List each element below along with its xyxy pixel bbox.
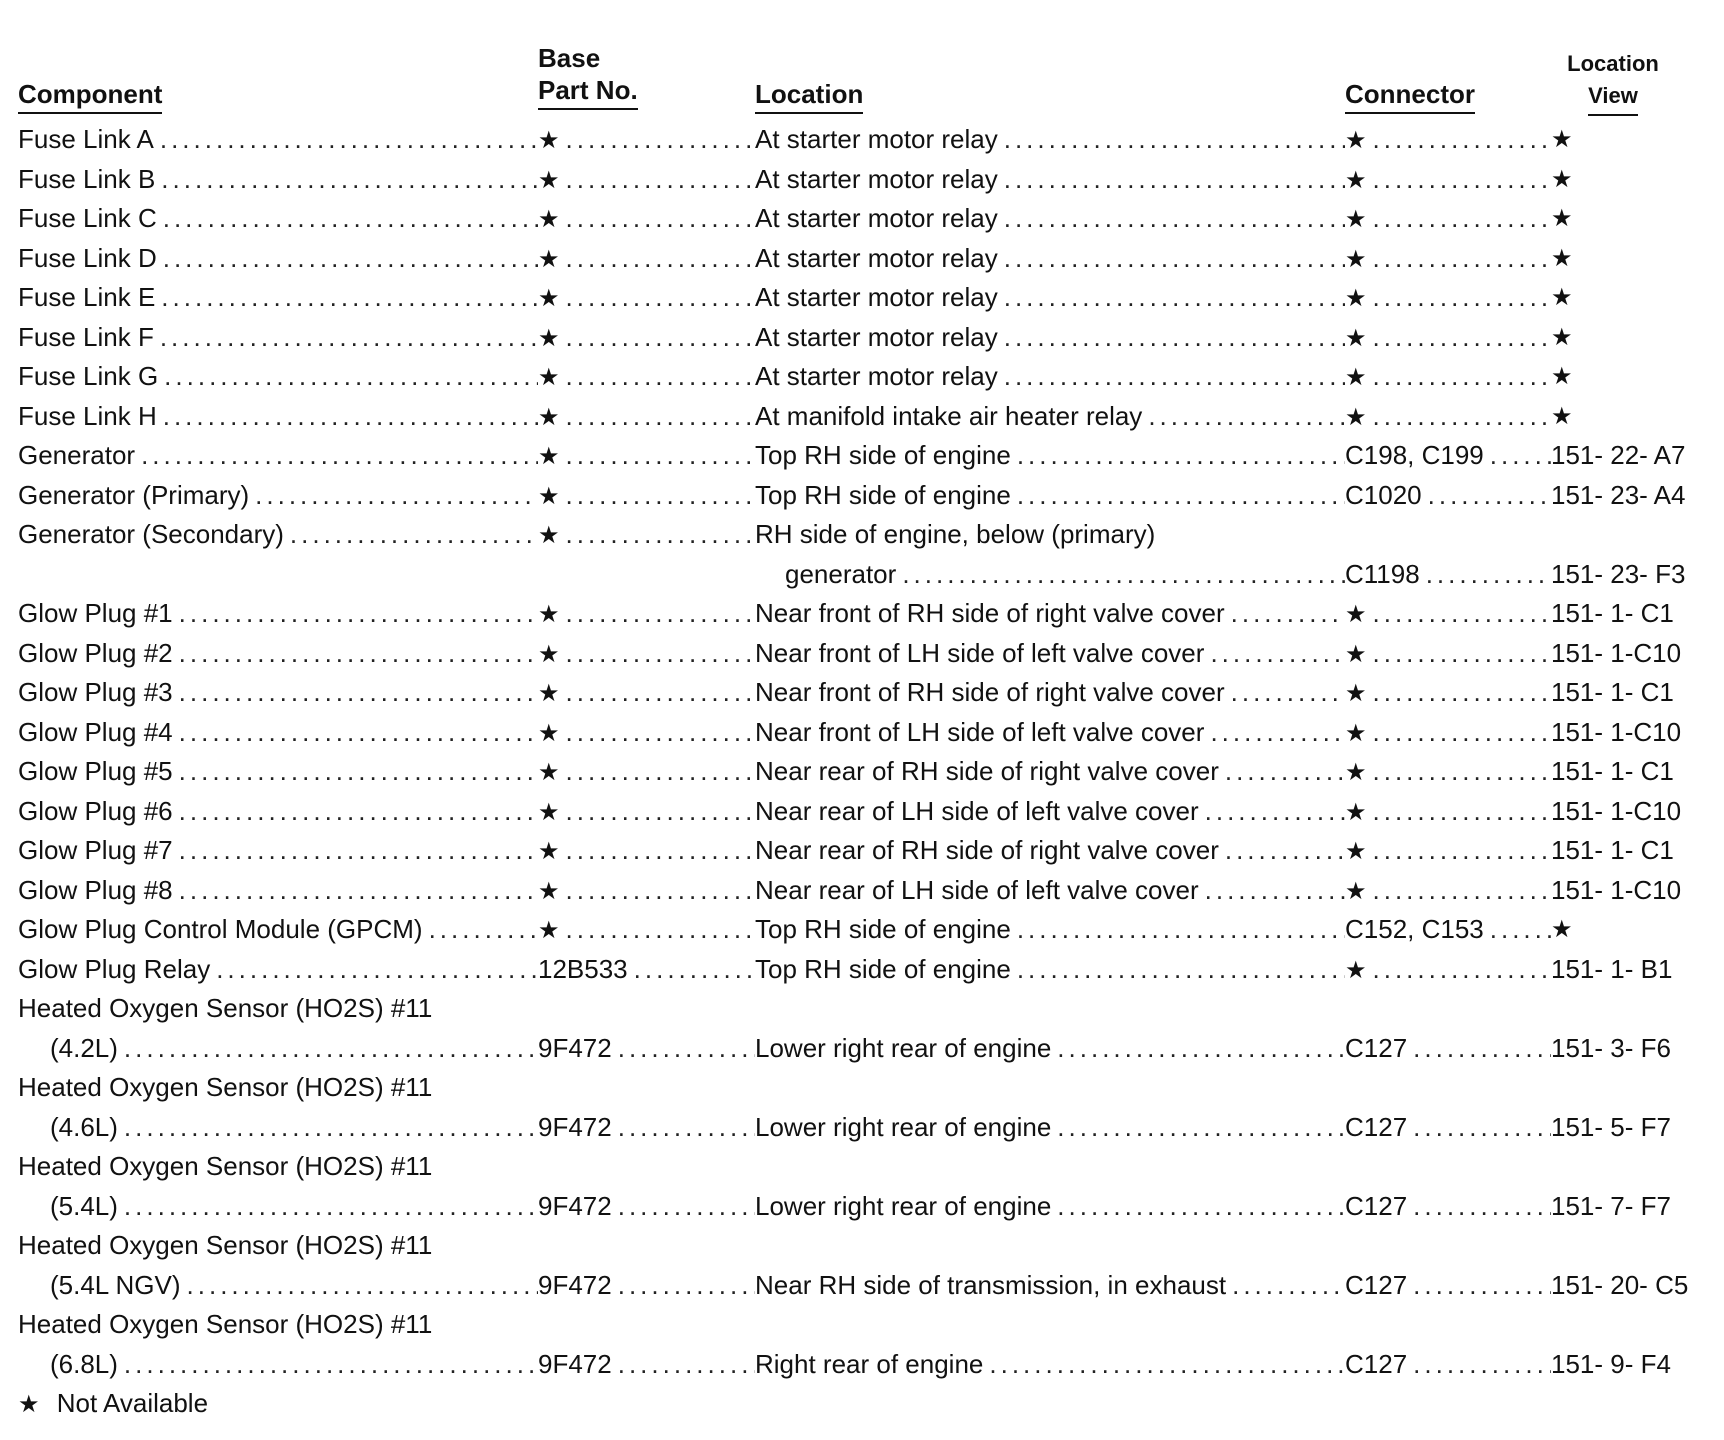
location-view: ★ [1551, 402, 1573, 430]
dot-leader [1373, 239, 1551, 279]
location-text: At starter motor relay [755, 124, 998, 154]
dot-leader [161, 278, 538, 318]
location-view: 151- 23- A4 [1551, 479, 1686, 510]
location-view: ★ [1551, 363, 1573, 390]
dot-leader [161, 160, 538, 200]
component-name: Fuse Link C [18, 203, 157, 233]
connector-id: C127 [1345, 1348, 1408, 1379]
component-name: Glow Plug #7 [18, 835, 173, 865]
location-text: Near front of LH side of left valve cover [755, 637, 1205, 668]
table-row [18, 278, 1708, 318]
dot-leader [1428, 476, 1551, 516]
connector-id: ★ [1345, 364, 1367, 391]
connector-id: ★ [1345, 127, 1367, 154]
connector-id: ★ [1345, 759, 1367, 786]
part-number: ★ [538, 522, 560, 549]
part-number: ★ [538, 245, 560, 273]
part-number: ★ [538, 640, 560, 668]
part-number: ★ [538, 482, 560, 510]
table-row [18, 752, 1708, 792]
dot-leader [1231, 594, 1345, 634]
dot-leader [1231, 673, 1345, 713]
dot-leader [1413, 1345, 1551, 1385]
location-text: Top RH side of engine [755, 953, 1011, 984]
dot-leader [1017, 476, 1345, 516]
location-view: 151- 22- A7 [1551, 440, 1686, 470]
dot-leader [566, 792, 755, 832]
table-row [18, 1147, 1708, 1226]
table-row [18, 120, 1708, 160]
connector-id: C127 [1345, 1032, 1408, 1063]
location-text: Near RH side of transmission, in exhaust [755, 1269, 1227, 1300]
location-view: 151- 1- C1 [1551, 835, 1674, 865]
dot-leader [179, 752, 538, 792]
dot-leader [566, 871, 755, 911]
dot-leader [618, 1266, 755, 1306]
location-text: At starter motor relay [755, 321, 998, 352]
dot-leader [1413, 1029, 1551, 1069]
part-number: 9F472 [538, 1032, 612, 1063]
table-row [18, 357, 1708, 397]
dot-leader [1057, 1187, 1345, 1227]
dot-leader [179, 831, 538, 871]
dot-leader [1373, 673, 1551, 713]
dot-leader [1004, 318, 1345, 358]
dot-leader [290, 515, 538, 555]
location-text: Right rear of engine [755, 1348, 984, 1379]
component-variant: (6.8L) [50, 1348, 118, 1379]
table-row [18, 436, 1708, 476]
dot-leader [1373, 752, 1551, 792]
footnote-text: Not Available [56, 1388, 209, 1418]
component-name: Generator [18, 440, 136, 470]
dot-leader [179, 594, 538, 634]
dot-leader [1004, 120, 1345, 160]
table-row [18, 1226, 1708, 1305]
table-row [18, 239, 1708, 279]
location-text: Lower right rear of engine [755, 1032, 1052, 1063]
location-text: RH side of engine, below (primary) [755, 519, 1156, 549]
location-view: 151- 20- C5 [1551, 1269, 1689, 1300]
location-view: 151- 7- F7 [1551, 1190, 1671, 1221]
part-number: ★ [538, 877, 560, 905]
header-location: Location [755, 78, 863, 114]
header-part-no: Base Part No. [538, 42, 638, 110]
dot-leader [1373, 713, 1551, 753]
location-text: Top RH side of engine [755, 914, 1011, 944]
location-text: Near rear of LH side of left valve cover [755, 795, 1199, 826]
dot-leader [618, 1029, 755, 1069]
dot-leader [566, 199, 755, 239]
dot-leader [1373, 199, 1551, 239]
dot-leader [1225, 752, 1345, 792]
component-name: Glow Plug #5 [18, 756, 173, 786]
header-connector: Connector [1345, 78, 1475, 114]
component-name: Glow Plug #3 [18, 677, 173, 707]
location-text: Lower right rear of engine [755, 1190, 1052, 1221]
part-number: 9F472 [538, 1111, 612, 1142]
location-view: 151- 23- F3 [1551, 558, 1686, 589]
location-view: ★ [1551, 165, 1573, 193]
component-name: Glow Plug #1 [18, 598, 173, 628]
location-view: 151- 9- F4 [1551, 1348, 1671, 1379]
header-component: Component [18, 78, 162, 114]
part-number: ★ [538, 206, 560, 233]
location-text: Near rear of RH side of right valve cover [755, 835, 1219, 865]
dot-leader [1373, 318, 1551, 358]
part-number: 9F472 [538, 1190, 612, 1221]
table-row [18, 871, 1708, 911]
dot-leader [1210, 713, 1345, 753]
dot-leader [1004, 357, 1345, 397]
dot-leader [566, 239, 755, 279]
dot-leader [1373, 594, 1551, 634]
dot-leader [1017, 910, 1345, 950]
dot-leader [1148, 397, 1345, 437]
dot-leader [179, 792, 538, 832]
location-view: ★ [1551, 323, 1573, 351]
table-body [18, 120, 1708, 1384]
component-name: Heated Oxygen Sensor (HO2S) #11 [18, 1230, 433, 1260]
part-number: ★ [538, 719, 560, 747]
connector-id: C127 [1345, 1269, 1408, 1300]
location-view: 151- 1- B1 [1551, 953, 1673, 984]
component-name: Fuse Link B [18, 163, 156, 194]
connector-id: C127 [1345, 1190, 1408, 1221]
dot-leader [1373, 397, 1551, 437]
dot-leader [124, 1029, 538, 1069]
component-name: Fuse Link A [18, 124, 154, 154]
connector-id: ★ [1345, 324, 1367, 352]
star-icon: ★ [18, 1391, 40, 1418]
dot-leader [566, 910, 755, 950]
dot-leader [179, 634, 538, 674]
dot-leader [124, 1187, 538, 1227]
component-name: Fuse Link F [18, 321, 154, 352]
dot-leader [124, 1108, 538, 1148]
location-text: Top RH side of engine [755, 440, 1011, 470]
dot-leader [989, 1345, 1345, 1385]
dot-leader [187, 1266, 538, 1306]
dot-leader [1017, 436, 1345, 476]
part-number: ★ [538, 680, 560, 707]
location-text: Lower right rear of engine [755, 1111, 1052, 1142]
dot-leader [1205, 871, 1345, 911]
dot-leader [566, 318, 755, 358]
component-name: Generator (Primary) [18, 479, 250, 510]
component-name: Heated Oxygen Sensor (HO2S) #11 [18, 1309, 433, 1339]
dot-leader [566, 634, 755, 674]
table-row [18, 160, 1708, 200]
dot-leader [1232, 1266, 1345, 1306]
dot-leader [1004, 199, 1345, 239]
connector-id: ★ [1345, 956, 1367, 984]
part-number: ★ [538, 127, 560, 154]
connector-id: ★ [1345, 285, 1367, 312]
dot-leader [179, 673, 538, 713]
dot-leader [1490, 910, 1551, 950]
dot-leader [566, 436, 755, 476]
dot-leader [1373, 831, 1551, 871]
location-view: 151- 5- F7 [1551, 1111, 1671, 1142]
component-location-table [18, 38, 1708, 1384]
component-name: Fuse Link E [18, 282, 156, 312]
component-name: Glow Plug #2 [18, 637, 173, 668]
location-text: At manifold intake air heater relay [755, 400, 1143, 431]
dot-leader [566, 397, 755, 437]
location-text: Near front of RH side of right valve cover [755, 598, 1225, 628]
dot-leader [164, 357, 538, 397]
dot-leader [160, 120, 538, 160]
table-row [18, 950, 1708, 990]
location-view: 151- 1- C1 [1551, 756, 1674, 786]
dot-leader [1373, 792, 1551, 832]
dot-leader [566, 120, 755, 160]
location-view: ★ [1551, 284, 1573, 311]
part-number: ★ [538, 166, 560, 194]
connector-id: ★ [1345, 877, 1367, 905]
component-variant: (4.6L) [50, 1111, 118, 1142]
dot-leader [1373, 160, 1551, 200]
dot-leader [1413, 1266, 1551, 1306]
dot-leader [216, 950, 538, 990]
table-row [18, 199, 1708, 239]
location-text: Near rear of LH side of left valve cover [755, 874, 1199, 905]
dot-leader [618, 1345, 755, 1385]
dot-leader [163, 199, 538, 239]
component-name: Glow Plug #8 [18, 874, 173, 905]
dot-leader [566, 357, 755, 397]
dot-leader [1373, 357, 1551, 397]
connector-id: ★ [1345, 838, 1367, 865]
location-text: At starter motor relay [755, 203, 998, 233]
dot-leader [566, 831, 755, 871]
location-view: ★ [1551, 126, 1573, 153]
table-row [18, 515, 1708, 594]
footnote [18, 1388, 208, 1419]
dot-leader [1057, 1029, 1345, 1069]
dot-leader [1373, 120, 1551, 160]
connector-id: ★ [1345, 403, 1367, 431]
part-number: 9F472 [538, 1348, 612, 1379]
table-row [18, 318, 1708, 358]
dot-leader [1373, 871, 1551, 911]
location-view: 151- 1- C1 [1551, 677, 1674, 707]
component-variant: (5.4L NGV) [50, 1269, 181, 1300]
table-row [18, 1068, 1708, 1147]
dot-leader [1210, 634, 1345, 674]
part-number: ★ [538, 324, 560, 352]
table-row [18, 397, 1708, 437]
connector-id: ★ [1345, 206, 1367, 233]
location-text: At starter motor relay [755, 282, 998, 312]
dot-leader [566, 160, 755, 200]
dot-leader [566, 713, 755, 753]
dot-leader [1004, 239, 1345, 279]
component-name: Heated Oxygen Sensor (HO2S) #11 [18, 1151, 433, 1181]
table-header [18, 38, 1708, 118]
part-number: ★ [538, 403, 560, 431]
dot-leader [179, 713, 538, 753]
location-view: ★ [1551, 205, 1573, 232]
location-text: Near front of LH side of left valve cover [755, 716, 1205, 747]
part-number: ★ [538, 838, 560, 865]
location-view: 151- 1-C10 [1551, 874, 1682, 905]
component-name: Fuse Link H [18, 400, 157, 431]
location-view: 151- 1-C10 [1551, 716, 1682, 747]
table-row [18, 989, 1708, 1068]
connector-id: C152, C153 [1345, 914, 1484, 944]
dot-leader [179, 871, 538, 911]
part-number: 12B533 [538, 953, 628, 984]
dot-leader [1490, 436, 1551, 476]
table-row [18, 792, 1708, 832]
dot-leader [1413, 1187, 1551, 1227]
dot-leader [163, 239, 538, 279]
component-name: Glow Plug #4 [18, 716, 173, 747]
dot-leader [1426, 555, 1551, 595]
dot-leader [618, 1187, 755, 1227]
dot-leader [566, 515, 755, 555]
dot-leader [566, 594, 755, 634]
table-row [18, 910, 1708, 950]
part-number: ★ [538, 917, 560, 944]
dot-leader [1373, 950, 1551, 990]
part-number: ★ [538, 759, 560, 786]
connector-id: C1198 [1345, 558, 1420, 589]
header-location-view: Location View [1558, 48, 1668, 116]
component-name: Heated Oxygen Sensor (HO2S) #11 [18, 993, 433, 1023]
dot-leader [1413, 1108, 1551, 1148]
location-view: 151- 1-C10 [1551, 795, 1682, 826]
location-text: At starter motor relay [755, 163, 998, 194]
dot-leader [902, 555, 1345, 595]
table-row [18, 831, 1708, 871]
part-number: ★ [538, 285, 560, 312]
part-number: ★ [538, 601, 560, 628]
location-text: Near rear of RH side of right valve cover [755, 756, 1219, 786]
component-variant: (4.2L) [50, 1032, 118, 1063]
location-text: Near front of RH side of right valve cover [755, 677, 1225, 707]
location-view: 151- 1- C1 [1551, 598, 1674, 628]
connector-id: C127 [1345, 1111, 1408, 1142]
dot-leader [566, 752, 755, 792]
dot-leader [160, 318, 538, 358]
dot-leader [124, 1345, 538, 1385]
location-view: 151- 1-C10 [1551, 637, 1682, 668]
connector-id: ★ [1345, 640, 1367, 668]
dot-leader [1205, 792, 1345, 832]
connector-id: ★ [1345, 601, 1367, 628]
connector-id: ★ [1345, 166, 1367, 194]
location-text: Top RH side of engine [755, 479, 1011, 510]
connector-id: C198, C199 [1345, 440, 1484, 470]
dot-leader [1004, 278, 1345, 318]
dot-leader [566, 673, 755, 713]
table-row [18, 476, 1708, 516]
dot-leader [255, 476, 538, 516]
connector-id: C1020 [1345, 479, 1422, 510]
part-number: 9F472 [538, 1269, 612, 1300]
component-name: Glow Plug Relay [18, 953, 211, 984]
location-text-continued: generator [785, 558, 897, 589]
location-view: 151- 3- F6 [1551, 1032, 1671, 1063]
table-row [18, 713, 1708, 753]
dot-leader [1225, 831, 1345, 871]
dot-leader [1017, 950, 1345, 990]
dot-leader [1373, 634, 1551, 674]
location-text: At starter motor relay [755, 361, 998, 391]
dot-leader [1057, 1108, 1345, 1148]
dot-leader [163, 397, 538, 437]
part-number: ★ [538, 443, 560, 470]
component-name: Fuse Link D [18, 242, 157, 273]
location-text: At starter motor relay [755, 242, 998, 273]
dot-leader [1373, 278, 1551, 318]
connector-id: ★ [1345, 245, 1367, 273]
component-name: Generator (Secondary) [18, 519, 284, 549]
component-name: Fuse Link G [18, 361, 159, 391]
part-number: ★ [538, 798, 560, 826]
table-row [18, 594, 1708, 634]
connector-id: ★ [1345, 719, 1367, 747]
connector-id: ★ [1345, 680, 1367, 707]
dot-leader [634, 950, 755, 990]
connector-id: ★ [1345, 798, 1367, 826]
dot-leader [618, 1108, 755, 1148]
dot-leader [1004, 160, 1345, 200]
component-name: Glow Plug #6 [18, 795, 173, 826]
component-name: Heated Oxygen Sensor (HO2S) #11 [18, 1072, 433, 1102]
dot-leader [429, 910, 538, 950]
table-row [18, 1305, 1708, 1384]
location-view: ★ [1551, 244, 1573, 272]
component-variant: (5.4L) [50, 1190, 118, 1221]
dot-leader [566, 278, 755, 318]
part-number: ★ [538, 364, 560, 391]
location-view: ★ [1551, 916, 1573, 943]
table-row [18, 673, 1708, 713]
component-name: Glow Plug Control Module (GPCM) [18, 914, 423, 944]
table-row [18, 634, 1708, 674]
dot-leader [566, 476, 755, 516]
dot-leader [141, 436, 538, 476]
